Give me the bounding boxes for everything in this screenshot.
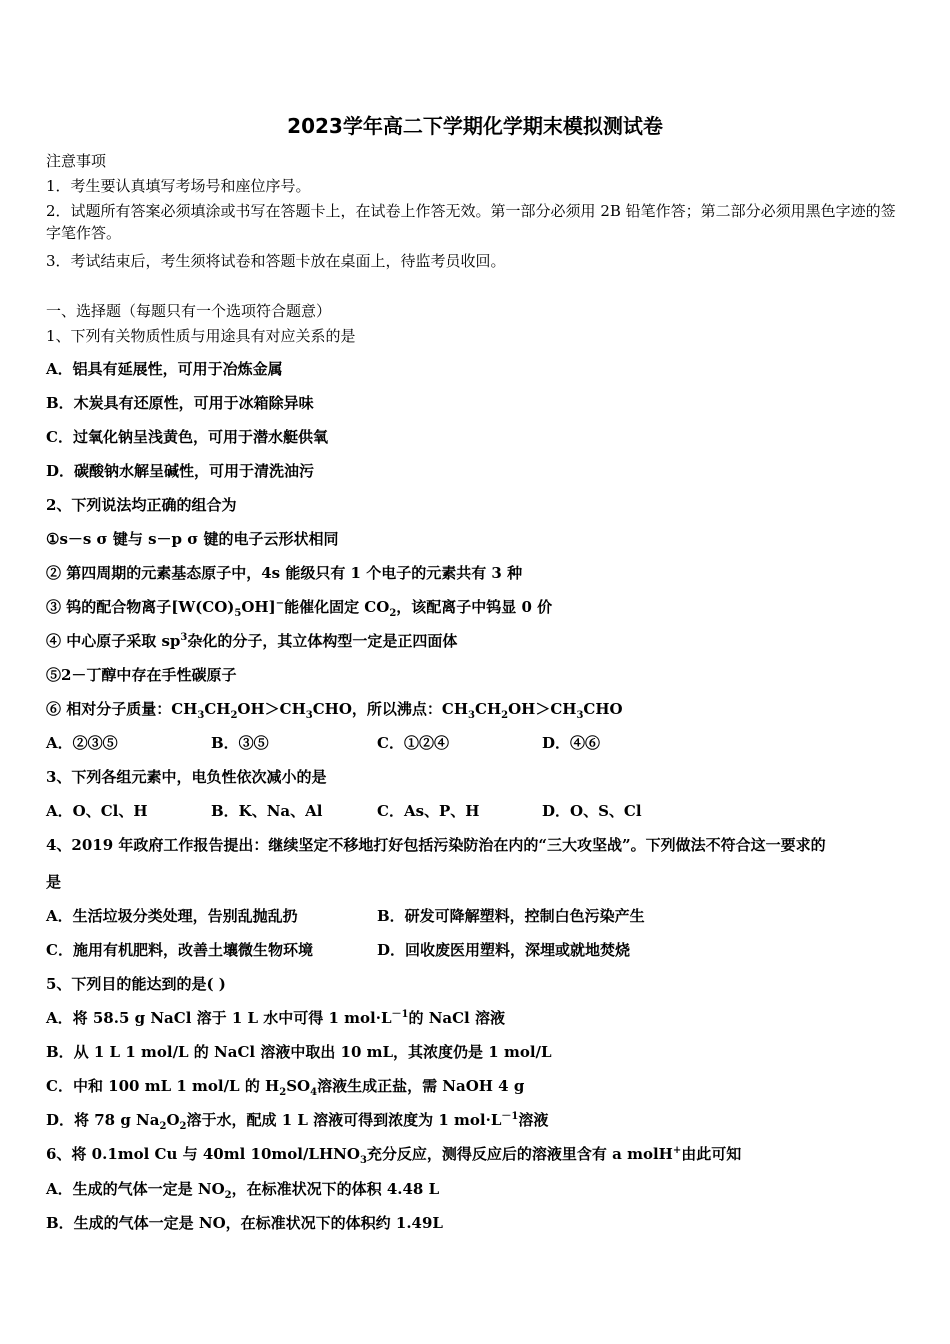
q3-option-d: D．O、S、Cl: [542, 802, 642, 820]
q1-option-a: A．铝具有延展性，可用于冶炼金属: [46, 360, 283, 378]
q4-stem-line2: 是: [46, 873, 62, 891]
q5-stem: 5、下列目的能达到的是( ): [46, 975, 226, 993]
q1-option-b: B．木炭具有还原性，可用于冰箱除异味: [46, 394, 314, 412]
notice-item-2: 2．试题所有答案必须填涂或书写在答题卡上，在试卷上作答无效。第一部分必须用 2B 铅笔作答；第二部分必须用黑色字迹的签字笔作答。: [46, 202, 896, 242]
notice-heading: 注意事项: [46, 152, 107, 170]
q5-option-a: A．将 58.5 g NaCl 溶于 1 L 水中可得 1 $mol\cdot L^{-1}$的 NaCl 溶液: [46, 1009, 505, 1027]
q1-option-d: D．碳酸钠水解呈碱性，可用于清洗油污: [46, 462, 315, 480]
page-title: 2023学年高二下学期化学期末模拟测试卷: [287, 114, 663, 138]
q6-option-a: A．生成的气体一定是 $NO_2$，在标准状况下的体积 4.48 L: [46, 1180, 440, 1201]
q2-statement-2: ② 第四周期的元素基态原子中，4s 能级只有 1 个电子的元素共有 3 种: [46, 564, 523, 582]
q6-stem: 6、将 0.1mol Cu 与 40ml $10mol/LHNO_3$充分反应，测得反应后的溶液里含有 a molH+由此可知: [46, 1145, 742, 1166]
q3-option-c: C．As、P、H: [377, 802, 480, 820]
q2-statement-6: ⑥ 相对分子质量：$CH_3CH_2OH>CH_3CHO$，所以沸点：$CH_3CH_2OH>CH_3CHO$: [46, 700, 623, 721]
q3-stem: 3、下列各组元素中，电负性依次减小的是: [46, 768, 327, 786]
q4-option-a: A．生活垃圾分类处理，告别乱抛乱扔: [46, 907, 298, 925]
q6-option-b: B．生成的气体一定是 NO，在标准状况下的体积约 1.49L: [46, 1214, 443, 1232]
q1-option-c: C．过氧化钠呈浅黄色，可用于潜水艇供氧: [46, 428, 328, 446]
q4-option-d: D．回收废医用塑料，深埋或就地焚烧: [377, 941, 631, 959]
q4-stem-line1: 4、2019 年政府工作报告提出：继续坚定不移地打好包括污染防治在内的“三大攻坚战”。下列做法不符合这一要求的: [46, 836, 826, 854]
q5-option-d: D．将 78 g $Na_2O_2$溶于水，配成 1 L 溶液可得到浓度为 1 $mol\cdot L^{-1}$溶液: [46, 1111, 549, 1132]
notice-item-3: 3．考试结束后，考生须将试卷和答题卡放在桌面上，待监考员收回。: [46, 252, 506, 270]
q2-statement-3: ③ 钨的配合物离子$[W(CO)_5OH]^-$能催化固定 $CO_2$，该配离子中钨显 0 价: [46, 598, 553, 619]
q2-option-a: A．②③⑤: [46, 734, 118, 752]
q2-option-c: C．①②④: [377, 734, 449, 752]
section-heading: 一、选择题（每题只有一个选项符合题意）: [46, 302, 332, 320]
q1-stem: 1、下列有关物质性质与用途具有对应关系的是: [46, 327, 356, 345]
q2-statement-1: ①s－s σ 键与 s－p σ 键的电子云形状相同: [46, 530, 339, 548]
q4-option-c: C．施用有机肥料，改善土壤微生物环境: [46, 941, 313, 959]
q4-option-b: B．研发可降解塑料，控制白色污染产生: [377, 907, 645, 925]
q2-statement-4: ④ 中心原子采取 $sp^3$杂化的分子，其立体构型一定是正四面体: [46, 632, 458, 650]
q5-option-b: B．从 1 L 1 mol/L 的 NaCl 溶液中取出 10 mL，其浓度仍是 1 mol/L: [46, 1043, 552, 1061]
q5-option-c: C．中和 100 mL 1 mol/L 的 $H_2SO_4$溶液生成正盐，需 NaOH 4 g: [46, 1077, 525, 1098]
q2-statement-5: ⑤2－丁醇中存在手性碳原子: [46, 666, 237, 684]
notice-item-1: 1．考生要认真填写考场号和座位序号。: [46, 177, 311, 195]
q3-option-b: B．K、Na、Al: [211, 802, 323, 820]
q2-option-b: B．③⑤: [211, 734, 269, 752]
q2-option-d: D．④⑥: [542, 734, 601, 752]
q2-stem: 2、下列说法均正确的组合为: [46, 496, 237, 514]
q3-option-a: A．O、Cl、H: [46, 802, 148, 820]
